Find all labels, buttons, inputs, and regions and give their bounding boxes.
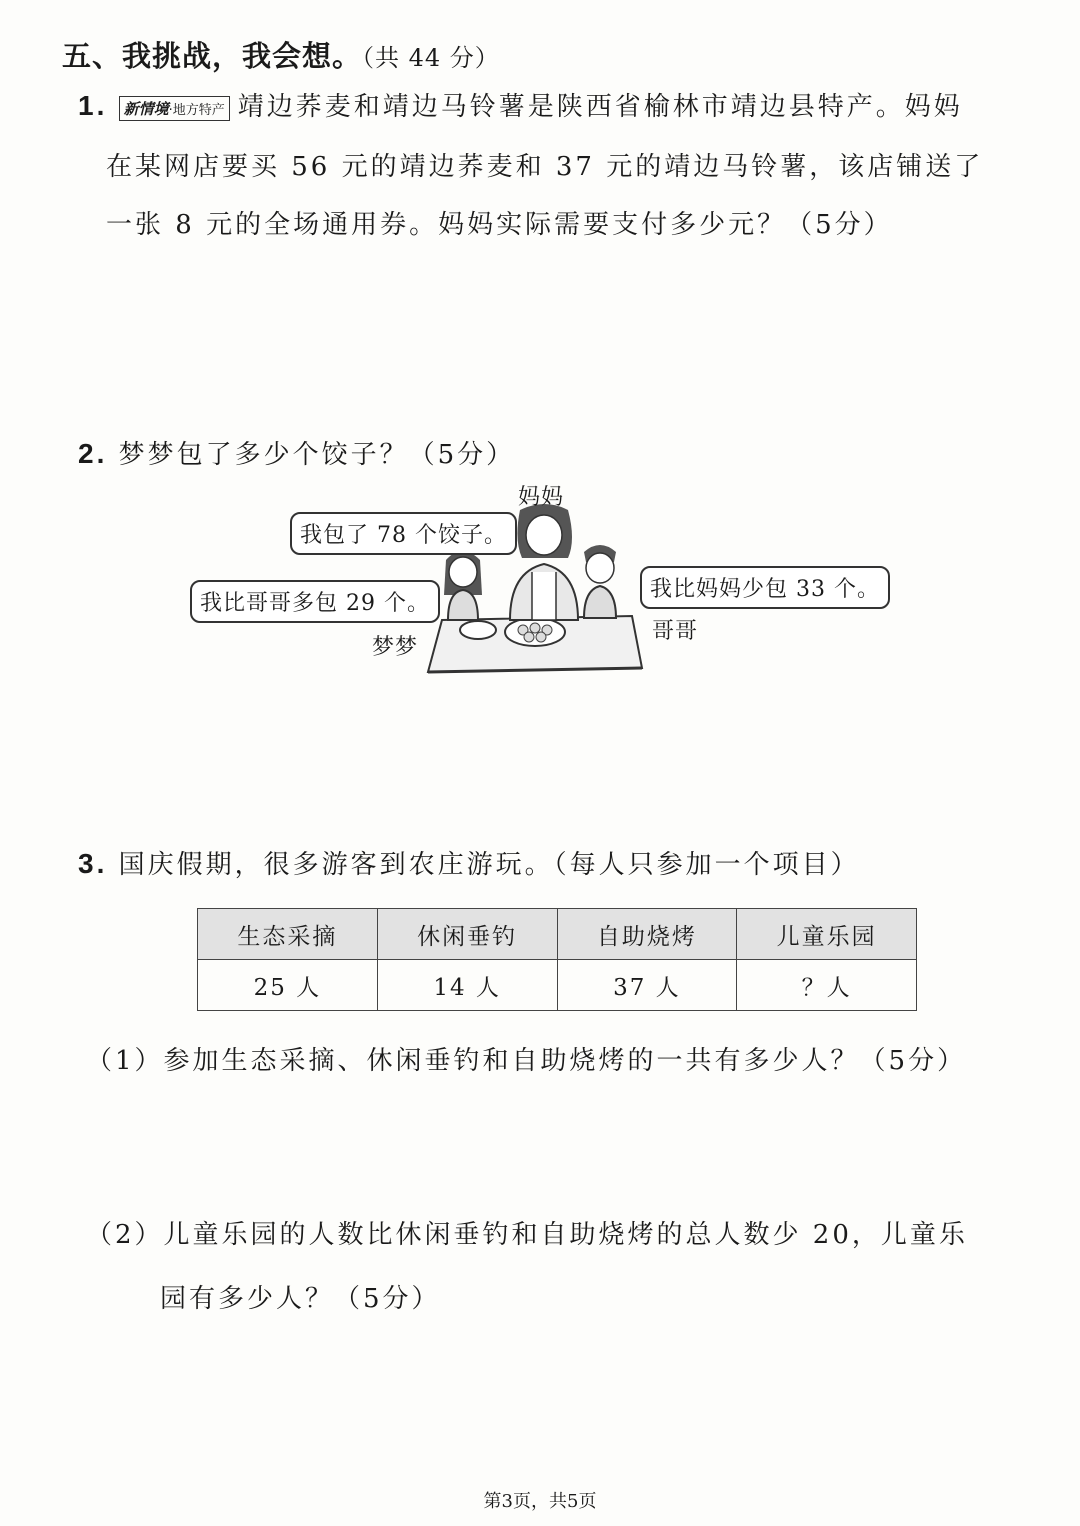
tag-sub: ·地方特产 — [168, 102, 225, 118]
activity-table — [197, 908, 917, 1011]
q3-sub-question-1: （1）参加生态采摘、休闲垂钓和自助烧烤的一共有多少人？（5分） — [86, 1046, 967, 1076]
table-header-cell: 生态采摘 — [198, 909, 378, 960]
mengmeng-label: 梦梦 — [372, 635, 419, 660]
table-header-cell: 休闲垂钓 — [377, 909, 557, 960]
mengmeng-speech-bubble: 我比哥哥多包 29 个。 — [190, 580, 440, 623]
section-title-text: 五、我挑战，我会想。 — [62, 39, 363, 73]
mom-label: 妈妈 — [518, 485, 565, 510]
gege-speech-bubble: 我比妈妈少包 33 个。 — [640, 566, 890, 609]
q3-text: 国庆假期，很多游客到农庄游玩。（每人只参加一个项目） — [118, 850, 860, 880]
table-cell: ？人 — [737, 960, 917, 1011]
table-header-row — [198, 909, 917, 960]
question-2 — [78, 434, 515, 471]
q3-sub-question-2-line-1: （2）儿童乐园的人数比休闲垂钓和自助烧烤的总人数少 20，儿童乐 — [86, 1220, 968, 1250]
table-cell: 37 人 — [557, 960, 737, 1011]
q1-text-3: 一张 8 元的全场通用券。妈妈实际需要支付多少元？（5分） — [106, 210, 893, 240]
page-footer: 第3页，共5页 — [483, 1491, 597, 1512]
table-cell: 25 人 — [198, 960, 378, 1011]
question-3 — [78, 844, 860, 881]
table-cell: 14 人 — [377, 960, 557, 1011]
gege-label: 哥哥 — [652, 619, 699, 644]
section-points: （共 44 分） — [362, 44, 500, 72]
context-tag — [119, 96, 230, 121]
q1-line-1 — [78, 86, 963, 123]
q2-text: 梦梦包了多少个饺子？（5分） — [118, 440, 516, 470]
q1-number: 1. — [78, 90, 108, 121]
table-header-cell: 儿童乐园 — [737, 909, 917, 960]
table-header-cell: 自助烧烤 — [557, 909, 737, 960]
mom-speech-bubble: 我包了 78 个饺子。 — [290, 512, 517, 555]
table-row — [198, 960, 917, 1011]
q2-number: 2. — [78, 438, 108, 469]
q3-sub-question-2-line-2: 园有多少人？（5分） — [160, 1284, 441, 1314]
q3-number: 3. — [78, 848, 108, 879]
section-title — [62, 34, 500, 75]
dumpling-illustration — [180, 480, 900, 690]
q1-text-2: 在某网店要买 56 元的靖边荞麦和 37 元的靖边马铃薯，该店铺送了 — [106, 152, 984, 182]
tag-main: 新情境 — [123, 99, 169, 118]
q1-text-1: 靖边荞麦和靖边马铃薯是陕西省榆林市靖边县特产。妈妈 — [237, 92, 963, 122]
